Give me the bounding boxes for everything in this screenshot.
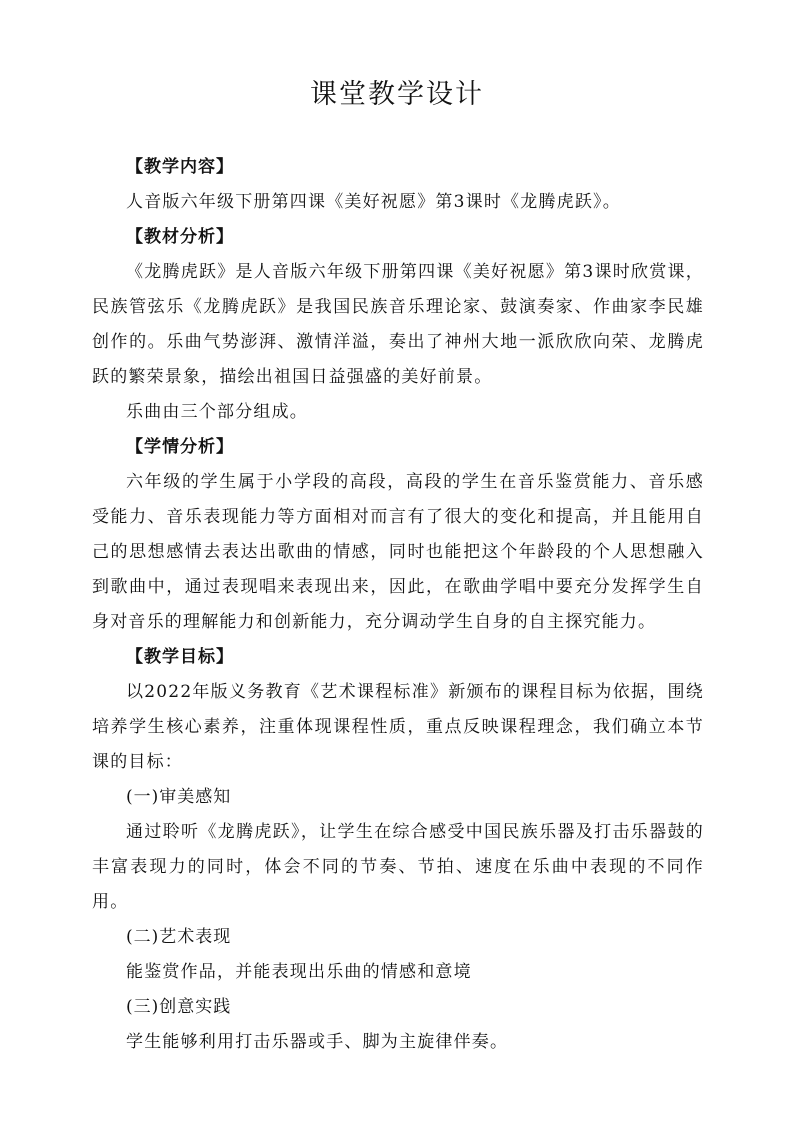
goal-creative-practice-text: 学生能够利用打击乐器或手、脚为主旋律伴奏。: [126, 1032, 509, 1052]
material-analysis-paragraph-2: 乐曲由三个部分组成。: [126, 402, 308, 422]
goal-subheading-artistic-expression: (二)艺术表现: [126, 927, 232, 947]
document-body: [92, 150, 704, 1060]
material-analysis-paragraph-1: 《龙腾虎跃》是人音版六年级下册第四课《美好祝愿》第3课时欣赏课，民族管弦乐《龙腾虎跃》是我国民族音乐理论家、鼓演奏家、作曲家李民雄创作的。乐曲气势澎湃、激情洋溢，奏出了神州大地一派欣欣向荣、龙腾虎跃的繁荣景象，描绘出祖国日益强盛的美好前景。: [92, 262, 704, 387]
section-heading-teaching-goals: 【教学目标】: [126, 647, 234, 667]
section-heading-student-analysis: 【学情分析】: [126, 437, 234, 457]
student-analysis-text: 六年级的学生属于小学段的高段，高段的学生在音乐鉴赏能力、音乐感受能力、音乐表现能力等方面相对而言有了很大的变化和提高，并且能用自己的思想感情去表达出歌曲的情感，同时也能把这个年龄段的个人思想融入到歌曲中，通过表现唱来表现出来，因此，在歌曲学唱中要充分发挥学生自身对音乐的理解能力和创新能力，充分调动学生自身的自主探究能力。: [92, 472, 704, 632]
document-title: 课堂教学设计: [310, 79, 484, 110]
teaching-goals-intro: 以2022年版义务教育《艺术课程标准》新颁布的课程目标为依据，围绕培养学生核心素养，注重体现课程性质，重点反映课程理念，我们确立本节课的目标：: [92, 682, 704, 772]
goal-subheading-aesthetic-perception: (一)审美感知: [126, 787, 232, 807]
goal-subheading-creative-practice: (三)创意实践: [126, 997, 232, 1017]
section-heading-material-analysis: 【教材分析】: [126, 227, 234, 247]
goal-artistic-expression-text: 能鉴赏作品，并能表现出乐曲的情感和意境: [126, 962, 472, 982]
teaching-content-text: 人音版六年级下册第四课《美好祝愿》第3课时《龙腾虎跃》。: [126, 192, 621, 212]
section-heading-teaching-content: 【教学内容】: [126, 157, 234, 177]
goal-aesthetic-perception-text: 通过聆听《龙腾虎跃》，让学生在综合感受中国民族乐器及打击乐器鼓的丰富表现力的同时，体会不同的节奏、节拍、速度在乐曲中表现的不同作用。: [92, 822, 704, 912]
